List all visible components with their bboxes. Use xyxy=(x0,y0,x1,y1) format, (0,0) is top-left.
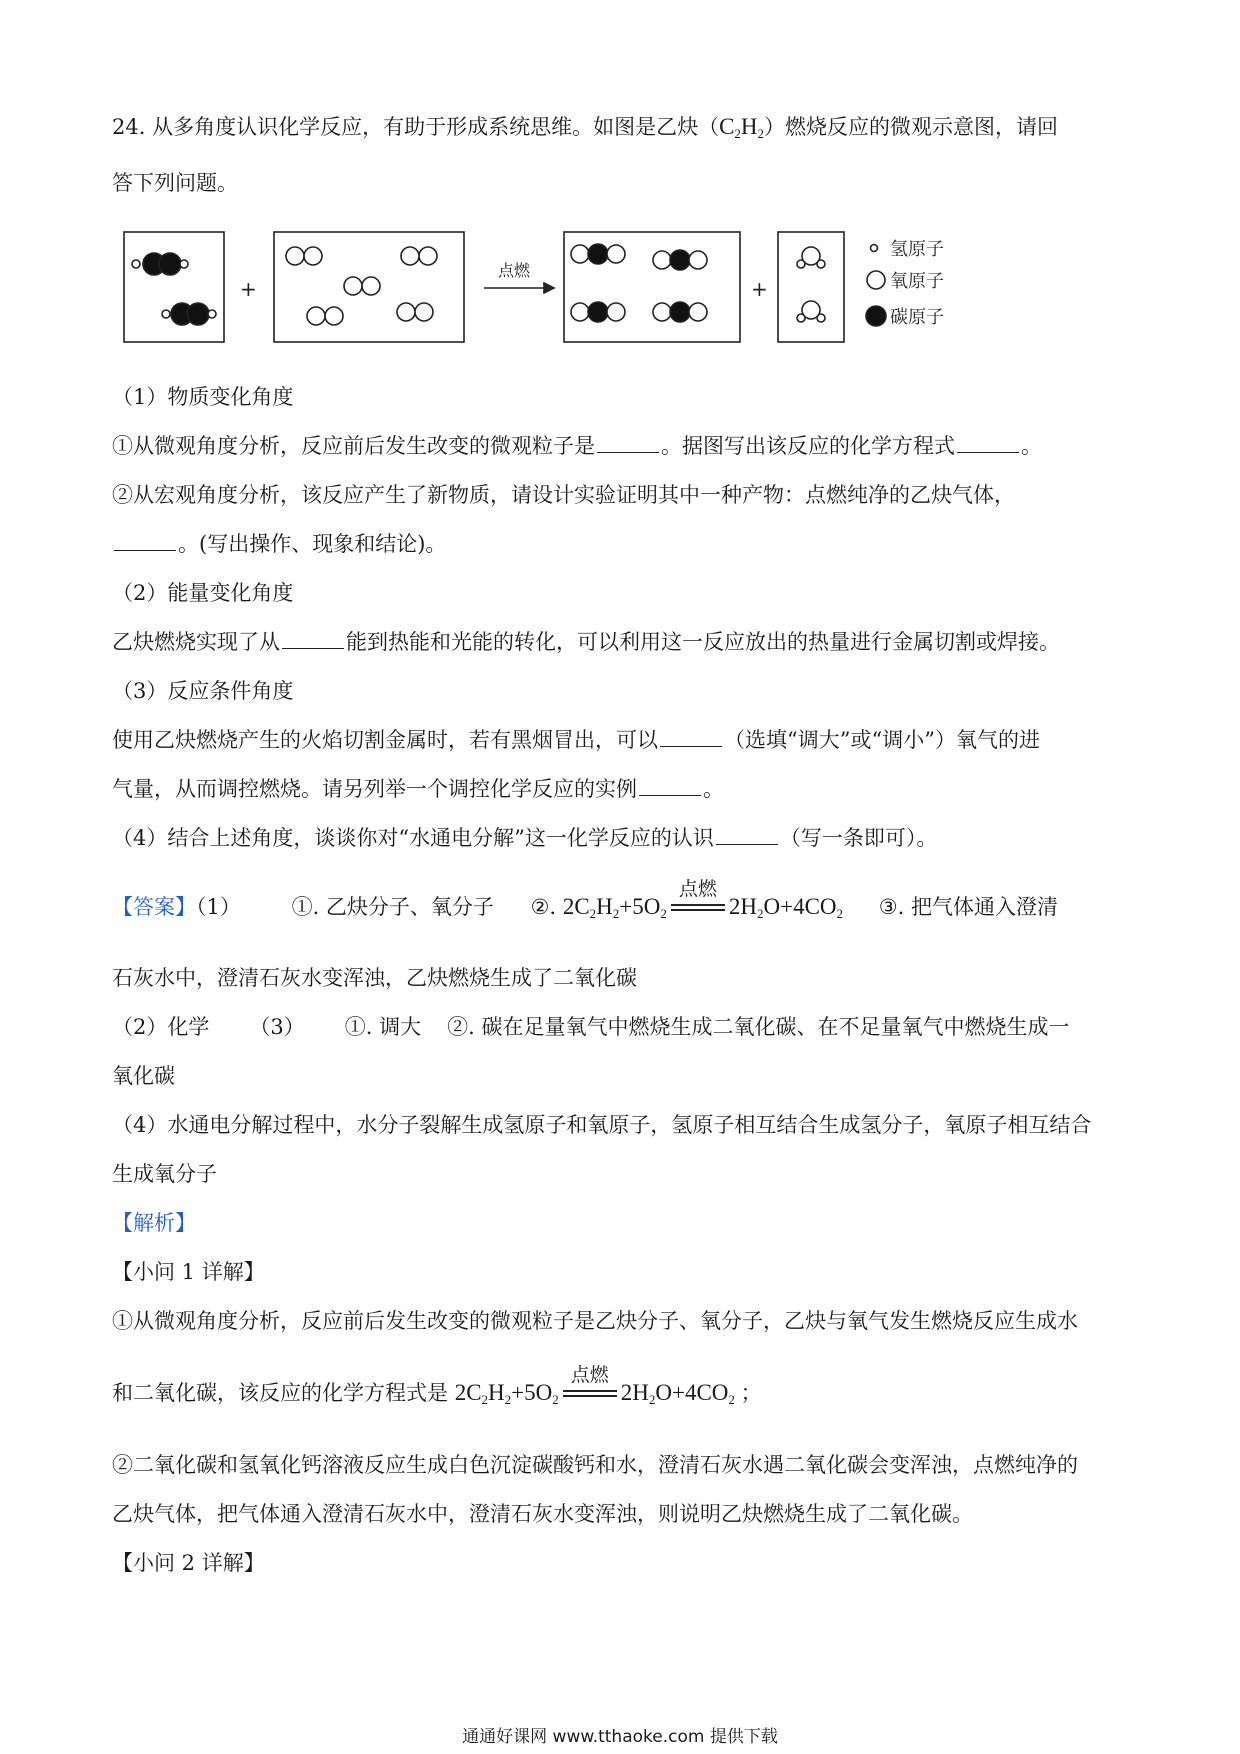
part3-title: （3）反应条件角度 xyxy=(112,679,294,703)
question-line-1: 24. 从多角度认识化学反应，有助于形成系统思维。如图是乙炔$(C_2H_2)$燃烧反应的微观示意图，请回 xyxy=(112,114,1059,141)
analysis-subquestion-2: 【小问 2 详解】 xyxy=(112,1551,265,1575)
answer-blank[interactable] xyxy=(716,826,778,845)
part1-question2-cont: 。(写出操作、现象和结论)。 xyxy=(112,529,1132,559)
part1-question1: ①从微观角度分析，反应前后发生改变的微观粒子是 。据图写出该反应的化学方程式 。 xyxy=(112,434,1042,458)
legend-hydrogen: 氢原子 xyxy=(890,239,944,260)
analysis-subquestion-1: 【小问 1 详解】 xyxy=(112,1260,265,1284)
part2-title: （2）能量变化角度 xyxy=(112,581,294,605)
analysis-line-4: 乙炔气体，把气体通入澄清石灰水中，澄清石灰水变浑浊，则说明乙炔燃烧生成了二氧化碳。 xyxy=(112,1502,973,1526)
formula-acetylene: $C_2H_2$ xyxy=(719,114,765,141)
equation-condition: 点燃 xyxy=(561,1382,619,1408)
part3-question: 使用乙炔燃烧产生的火焰切割金属时，若有黑烟冒出，可以 （选填“调大”或“调小”）氧气的进 xyxy=(112,728,1040,752)
answer-blank[interactable] xyxy=(660,728,722,747)
answer-line-2: 石灰水中，澄清石灰水变浑浊，乙炔燃烧生成了二氧化碳 xyxy=(112,966,637,990)
analysis-line-2: 和二氧化碳，该反应的化学方程式是 $2C_2H_2+5O_2$ 点燃 $2H_2O+4CO_2$ ； xyxy=(112,1363,762,1407)
co2-molecule xyxy=(571,302,625,322)
answer-line-4: 氧化碳 xyxy=(112,1064,175,1088)
equation-condition: 点燃 xyxy=(669,896,727,922)
part3-question-cont: 气量，从而调控燃烧。请另列举一个调控化学反应的实例 。 xyxy=(112,777,724,801)
legend-carbon: 碳原子 xyxy=(890,307,944,328)
analysis-line-3: ②二氧化碳和氢氧化钙溶液反应生成白色沉淀碳酸钙和水，澄清石灰水遇二氧化碳会变浑浊，点燃纯净的 xyxy=(112,1453,1078,1477)
answer-blank[interactable] xyxy=(597,434,659,453)
analysis-line-1: ①从微观角度分析，反应前后发生改变的微观粒子是乙炔分子、氧分子，乙炔与氧气发生燃烧反应生成水 xyxy=(112,1309,1078,1333)
oxygen-legend-icon xyxy=(867,271,885,289)
analysis-tag: 【解析】 xyxy=(112,1211,196,1235)
reactant-acetylene-box xyxy=(124,232,224,342)
answer-line-1: 【答案】（1） ①. 乙炔分子、氧分子 ②. $2C_2H_2+5O_2$ 点燃 $2H_2O+4CO_2$ ③. 把气体通入澄清 xyxy=(112,877,1058,921)
answer-equation: $2C_2H_2+5O_2$ 点燃 $2H_2O+4CO_2$ xyxy=(562,877,844,921)
co2-molecule xyxy=(571,244,625,264)
answer-line-6: 生成氧分子 xyxy=(112,1162,217,1186)
carbon-legend-icon xyxy=(866,306,886,326)
answer-blank[interactable] xyxy=(639,777,701,796)
arrow-label: 点燃 xyxy=(498,261,531,280)
page-footer: 通通好课网 www.tthaoke.com 提供下载 xyxy=(462,1727,778,1747)
plus-sign-2: + xyxy=(751,277,768,301)
answer-blank[interactable] xyxy=(114,532,176,551)
question-line-2: 答下列问题。 xyxy=(112,171,238,195)
co2-molecule xyxy=(653,302,707,322)
part1-question2: ②从宏观角度分析，该反应产生了新物质，请设计实验证明其中一种产物：点燃纯净的乙炔气体， xyxy=(112,483,1015,507)
hydrogen-legend-icon xyxy=(871,245,878,252)
answer-line-3: （2）化学 （3） ①. 调大 ②. 碳在足量氧气中燃烧生成二氧化碳、在不足量氧气中燃烧生成一 xyxy=(112,1015,1070,1039)
answer-blank[interactable] xyxy=(957,434,1019,453)
answer-line-5: （4）水通电分解过程中，水分子裂解生成氢原子和氧原子，氢原子相互结合生成氢分子，氧原子相互结合 xyxy=(112,1113,1092,1137)
co2-molecule xyxy=(653,250,707,270)
legend-oxygen: 氧原子 xyxy=(890,271,944,292)
part1-title: （1）物质变化角度 xyxy=(112,385,294,409)
reaction-diagram xyxy=(118,228,998,348)
analysis-equation: $2C_2H_2+5O_2$ 点燃 $2H_2O+4CO_2$ xyxy=(454,1363,735,1407)
plus-sign-1: + xyxy=(240,277,257,301)
part4-question: （4）结合上述角度，谈谈你对“水通电分解”这一化学反应的认识 （写一条即可）。 xyxy=(112,826,938,850)
answer-tag: 【答案】 xyxy=(112,895,196,919)
answer-blank[interactable] xyxy=(282,630,344,649)
part2-question: 乙炔燃烧实现了从 能到热能和光能的转化，可以利用这一反应放出的热量进行金属切割或焊接。 xyxy=(112,630,1060,654)
